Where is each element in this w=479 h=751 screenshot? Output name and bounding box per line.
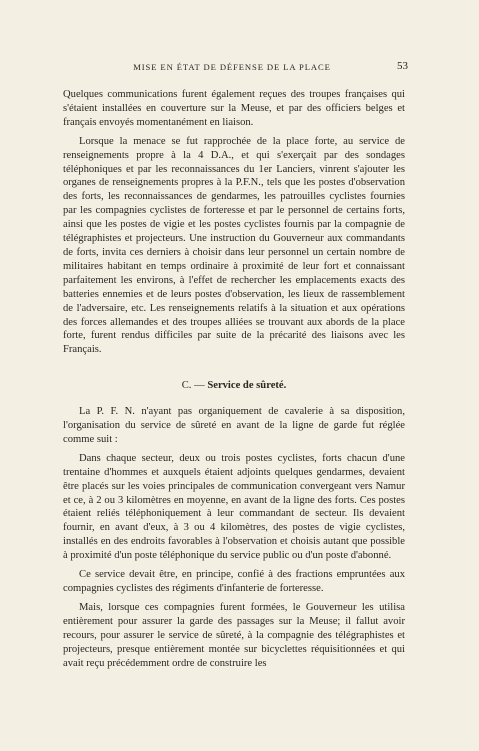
- paragraph: Dans chaque secteur, deux ou trois postes cyclistes, forts chacun d'une trentaine d'hommes et auxquels étaient adjoints quelques gendarmes, devaient être placés sur les voies principales de communication convergeant vers Namur et ce, à 2 ou 3 kilomètres en moyenne, en avant de la ligne des forts. Ces postes étaient reliés téléphoniquement à leur commandant de secteur. Ils devaient fournir, en avant d'eux, à 3 ou 4 kilomètres, des postes de vigie cyclistes, installés en des endroits favorables à l'observation et choisis autant que possible à proximité d'un poste téléphonique du service public ou d'un poste d'abonné.: [63, 452, 405, 562]
- body-text: [63, 88, 405, 675]
- section-heading: [63, 379, 405, 393]
- paragraph: Quelques communications furent également reçues des troupes françaises qui s'étaient installées en couverture sur la Meuse, et par des officiers belges et français envoyés momentanément en liaison.: [63, 89, 405, 128]
- running-header: [56, 62, 408, 76]
- paragraph: Lorsque la menace se fut rapprochée de la place forte, au service de renseignements propre à la 4 D.A., et qui s'exerçait par des sondages téléphoniques et par les reconnaissances du 1er Lanciers, vinrent s'ajouter les organes de renseignements propres à la P.F.N., tels que les postes d'observation des forts, les reconnaissances de gendarmes, les patrouilles cyclistes fournies par les compagnies cyclistes de forteresse et par le personnel de certains forts, ainsi que les postes de vigie et les postes cyclistes fournis par la compagnie de télégraphistes et projecteurs. Une instruction du Gouverneur aux commandants de forts, invita ces derniers à choisir dans leur personnel un certain nombre de militaires habitant en temps ordinaire à proximité de leur fort et connaissant parfaitement les environs, à l'effet de rechercher les emplacements exacts des batteries ennemies et de leurs postes d'observation, les lieux de rassemblement de l'adversaire, etc. Les renseignements relatifs à la situation et aux opérations des forces allemandes et des troupes alliées se trouvant aux abords de la place forte, furent rendus difficiles par suite de la précarité des liaisons avec les Français.: [63, 135, 405, 356]
- page-number: 53: [397, 60, 408, 72]
- section-title: Service de sûreté.: [207, 380, 287, 392]
- paragraph: Mais, lorsque ces compagnies furent formées, le Gouverneur les utilisa entièrement pour assurer la garde des passages sur la Meuse; il fallut avoir recours, pour assurer le service de sûreté, à la compagnie des télégraphistes et projecteurs, presque entièrement montée sur bicyclettes réquisitionnées et qui avait reçu précédemment ordre de construire les: [63, 601, 405, 669]
- paragraph: La P. F. N. n'ayant pas organiquement de cavalerie à sa disposition, l'organisation du service de sûreté en avant de la ligne de garde fut réglée comme suit :: [63, 406, 405, 445]
- running-title: MISE EN ÉTAT DE DÉFENSE DE LA PLACE: [133, 62, 331, 72]
- paragraph: Ce service devait être, en principe, confié à des fractions empruntées aux compagnies cyclistes des régiments d'infanterie de forteresse.: [63, 569, 405, 594]
- section-letter: C. —: [181, 380, 205, 392]
